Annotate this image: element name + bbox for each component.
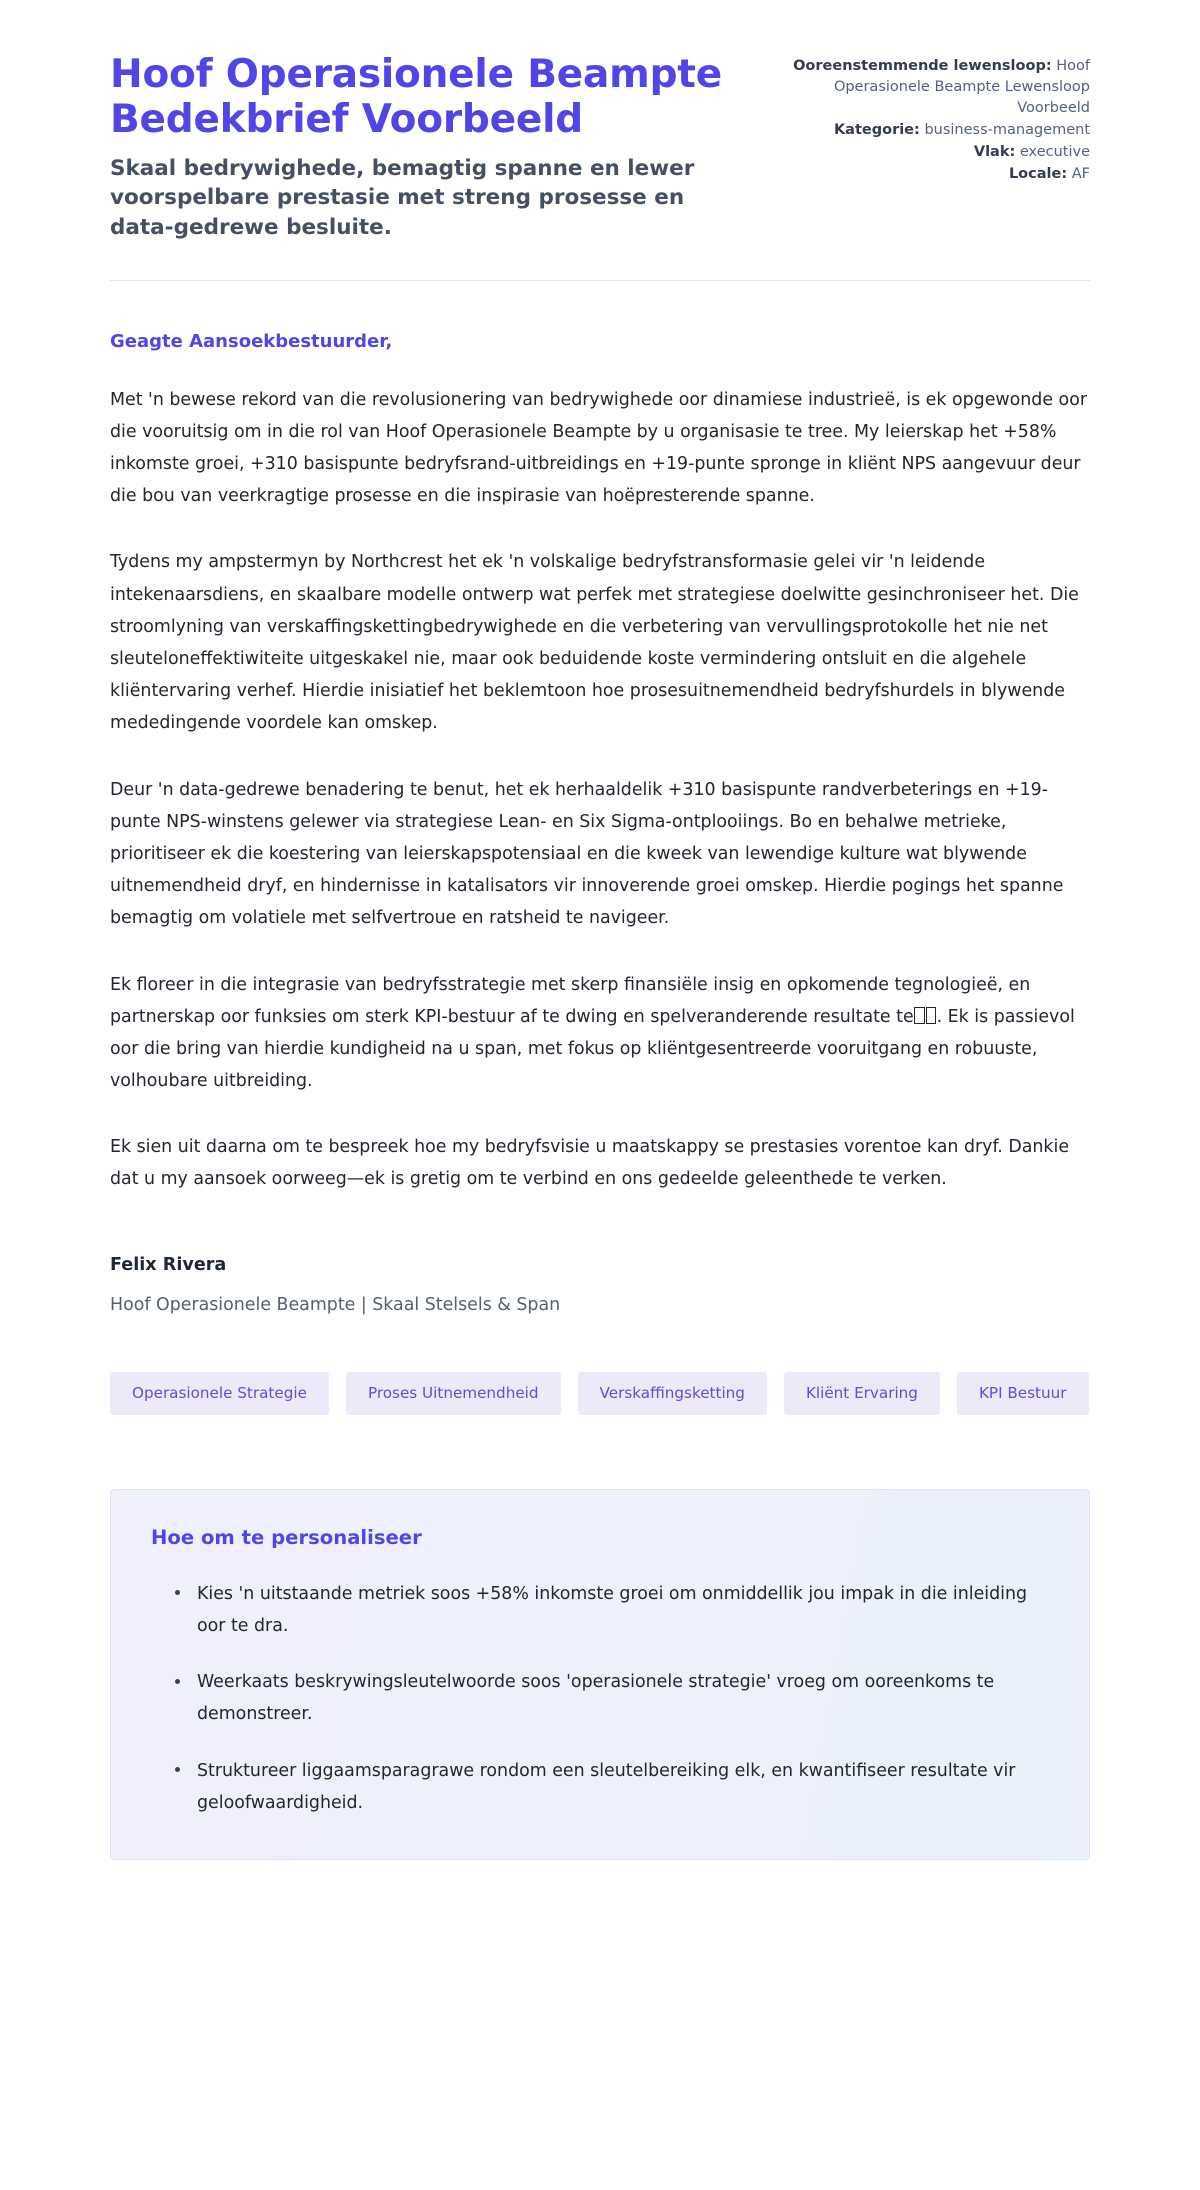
document-header	[110, 46, 1090, 242]
callout-list	[151, 1578, 1049, 1819]
signature-block	[110, 1252, 1090, 1319]
tag-chip[interactable]: Operasionele Strategie	[110, 1372, 329, 1415]
page-title: Hoof Operasionele Beampte Bedekbrief Voorbeeld	[110, 52, 722, 143]
cover-letter-body	[110, 281, 1090, 1860]
document-metadata	[790, 46, 1090, 186]
tag-chip[interactable]: Verskaffingsketting	[578, 1372, 767, 1415]
missing-glyph-icon	[926, 1007, 937, 1024]
tag-list	[110, 1372, 1090, 1415]
metadata-row-level	[790, 142, 1090, 163]
metadata-value-resume: Hoof Operasionele Beampte Lewensloop Voorbeeld	[833, 58, 1090, 117]
metadata-label-category: Kategorie:	[833, 122, 920, 139]
metadata-label-level: Vlak:	[973, 144, 1016, 161]
metadata-label-locale: Locale:	[1008, 166, 1068, 183]
metadata-label-resume: Ooreenstemmende lewensloop:	[793, 58, 1052, 74]
callout-list-item: Weerkaats beskrywingsleutelwoorde soos 'operasionele strategie' vroeg om ooreenkoms te demonstreer.	[175, 1666, 1049, 1730]
letter-paragraph-1: Met 'n bewese rekord van die revolusionering van bedrywighede oor dinamiese industrieë, is ek opgewonde oor die vooruitsig om in die rol van Hoof Operasionele Beampte by u organisasie te tree. My leierskap het +58% inkomste groei, +310 basispunte bedryfsrand-uitbreidings en +19-punte spronge in kliënt NPS aangevuur deur die bou van veerkragtige prosesse en die inspirasie van hoëpresterende spanne.	[110, 389, 1087, 507]
metadata-row-resume	[790, 56, 1090, 119]
metadata-row-locale	[790, 164, 1090, 185]
metadata-value-category: business-management	[924, 122, 1090, 139]
letter-paragraph-2: Tydens my ampstermyn by Northcrest het ek 'n volskalige bedryfstransformasie gelei vir 'n leidende intekenaarsdiens, en skaalbare modelle ontwerp wat perfek met strategiese doelwitte gesinchroniseer het. Die stroomlyning van verskaffingskettingbedrywighede en die verbetering van vervullingsprotokolle het nie net sleuteloneffektiwiteite uitgeskakel nie, maar ook beduidende koste vermindering ontsluit en die algehele kliëntervaring verhef. Hierdie inisiatief het beklemtoon hoe prosesuitnemendheid bedryfshurdels in blywende mededingende voordele kan omskep.	[110, 552, 1079, 734]
page-subtitle: Skaal bedrywighede, bemagtig spanne en lewer voorspelbare prestasie met streng prosesse en data-gedrewe besluite.	[110, 156, 695, 240]
metadata-value-level: executive	[1019, 144, 1090, 161]
tag-chip[interactable]: KPI Bestuur	[957, 1372, 1089, 1415]
callout-title: Hoe om te personaliseer	[151, 1526, 422, 1550]
metadata-row-category	[790, 120, 1090, 141]
header-title-block	[110, 46, 750, 242]
salutation: Geagte Aansoekbestuurder,	[110, 330, 393, 352]
tag-chip[interactable]: Kliënt Ervaring	[784, 1372, 940, 1415]
letter-paragraph-4-after: . Ek is passievol oor die bring van hierdie kundigheid na u span, met fokus op kliëntgesentreerde vooruitgang en robuuste, volhoubare uitbreiding.	[110, 1006, 1075, 1092]
letter-paragraph-4-before: Ek floreer in die integrasie van bedryfsstrategie met skerp finansiële insig en opkomende tegnologieë, en partnerskap oor funksies om sterk KPI-bestuur af te dwing en spelveranderende resultate te	[110, 974, 1031, 1027]
personalization-callout	[110, 1489, 1090, 1860]
metadata-value-locale: AF	[1071, 166, 1090, 183]
callout-list-item: Struktureer liggaamsparagrawe rondom een sleutelbereiking elk, en kwantifiseer resultate vir geloofwaardigheid.	[175, 1755, 1049, 1819]
missing-glyph-icon	[914, 1007, 925, 1024]
signature-role: Hoof Operasionele Beampte | Skaal Stelsels & Span	[110, 1295, 561, 1316]
callout-list-item: Kies 'n uitstaande metriek soos +58% inkomste groei om onmiddellik jou impak in die inleiding oor te dra.	[175, 1578, 1049, 1642]
signature-name: Felix Rivera	[110, 1254, 227, 1275]
letter-paragraph-4	[110, 969, 1090, 1098]
tag-chip[interactable]: Proses Uitnemendheid	[346, 1372, 561, 1415]
letter-paragraph-5: Ek sien uit daarna om te bespreek hoe my bedryfsvisie u maatskappy se prestasies vorentoe kan dryf. Dankie dat u my aansoek oorweeg—ek is gretig om te verbind en ons gedeelde geleenthede te verken.	[110, 1137, 1070, 1190]
letter-paragraph-3: Deur 'n data-gedrewe benadering te benut, het ek herhaaldelik +310 basispunte randverbeterings en +19-punte NPS-winstens gelewer via strategiese Lean- en Six Sigma-ontplooiings. Bo en behalwe metrieke, prioritiseer ek die koestering van leierskapspotensiaal en die kweek van lewendige kulture wat blywende uitnemendheid dryf, en hindernisse in katalisators vir innoverende groei omskep. Hierdie pogings het spanne bemagtig om volatiele met selfvertroue en ratsheid te navigeer.	[110, 779, 1064, 929]
